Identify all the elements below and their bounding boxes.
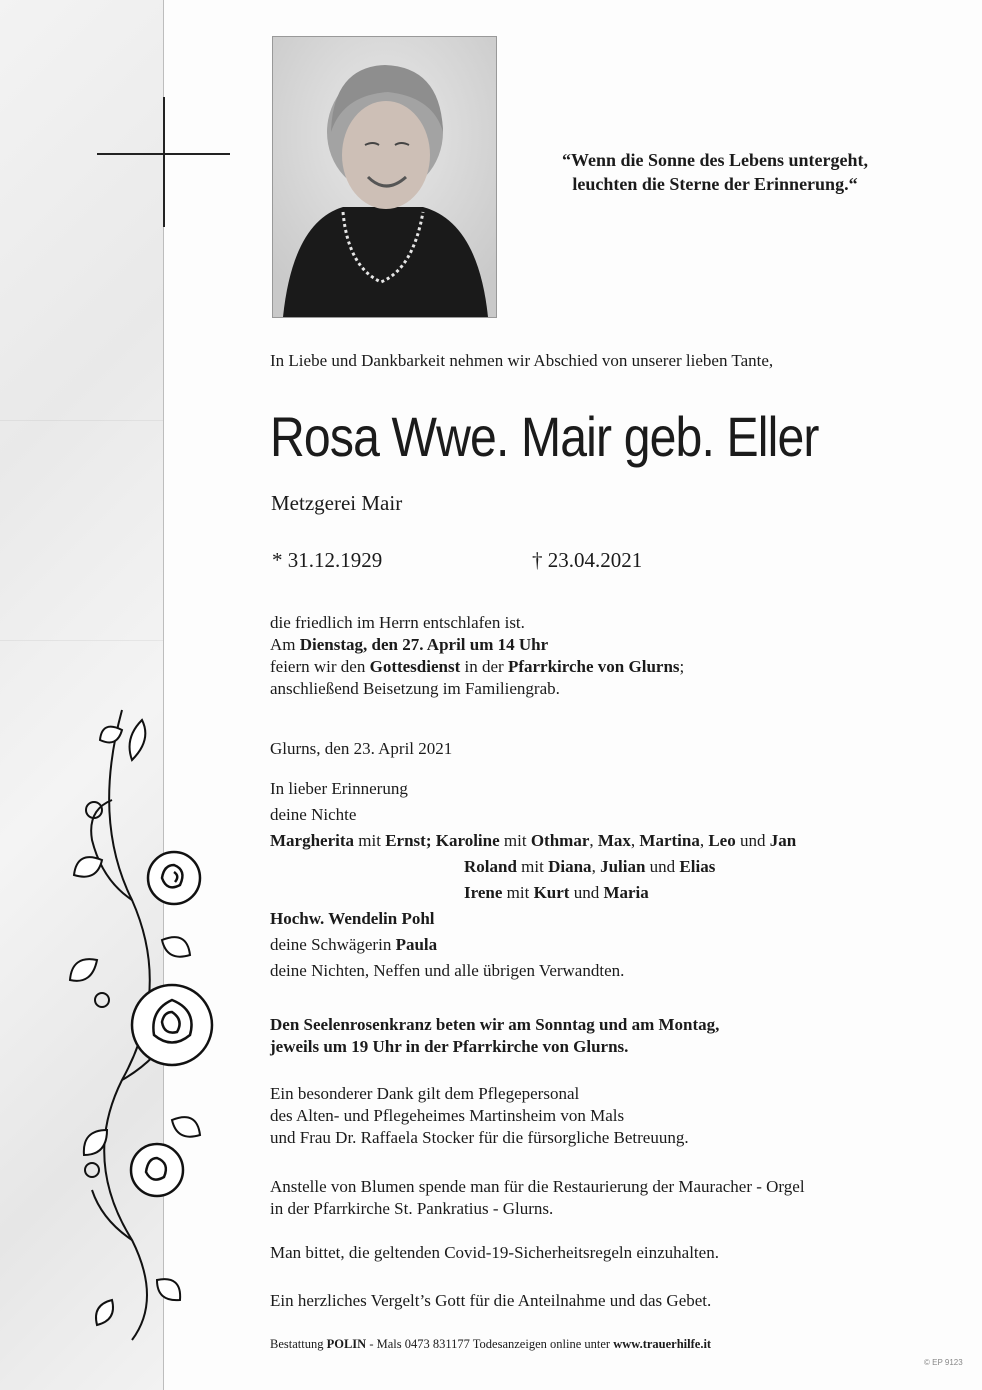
- covid-text: Man bittet, die geltenden Covid-19-Sicherheitsregeln einzuhalten.: [270, 1243, 719, 1262]
- footer-text: Bestattung POLIN - Mals 0473 831177 Todesanzeigen online unter www.trauerhilfe.it: [270, 1337, 712, 1351]
- portrait-photo: [272, 36, 497, 318]
- mourner-name: Margherita: [270, 831, 355, 850]
- service-line: anschließend Beisetzung im Familiengrab.: [270, 679, 560, 698]
- mourner-name: Elias: [679, 857, 716, 876]
- mourners-block: [270, 776, 796, 984]
- mourner-name: Maria: [603, 883, 649, 902]
- service-line: feiern wir den Gottesdienst in der Pfarrkirche von Glurns;: [270, 657, 685, 676]
- donation-text: [270, 1176, 805, 1220]
- thanks-line: und Frau Dr. Raffaela Stocker für die fürsorgliche Betreuung.: [270, 1128, 689, 1147]
- donation-line: Anstelle von Blumen spende man für die Restaurierung der Mauracher - Orgel: [270, 1177, 805, 1196]
- deceased-subtitle: Metzgerei Mair: [271, 491, 403, 515]
- mourner-name: Leo: [708, 831, 736, 850]
- mourner-connector: mit: [499, 831, 531, 850]
- cross-icon-stem: [163, 97, 165, 227]
- mourners-line: deine Nichten, Neffen und alle übrigen Verwandten.: [270, 961, 625, 980]
- mourners-row: [270, 880, 796, 906]
- rosary-line: jeweils um 19 Uhr in der Pfarrkirche von Glurns.: [270, 1037, 629, 1056]
- quote-line: “Wenn die Sonne des Lebens untergeht,: [561, 150, 869, 170]
- mourner-name: Ernst; Karoline: [385, 831, 500, 850]
- mourner-name: Martina: [639, 831, 700, 850]
- place-date: Glurns, den 23. April 2021: [270, 739, 453, 758]
- mourner-name: Othmar: [530, 831, 590, 850]
- birth-date: * 31.12.1929: [272, 548, 383, 572]
- mourner-name: Julian: [600, 857, 646, 876]
- mourner-name: Diana: [548, 857, 592, 876]
- mourner-connector: ,: [699, 831, 709, 850]
- service-text: [270, 612, 684, 700]
- deceased-name: Rosa Wwe. Mair geb. Eller: [270, 405, 819, 468]
- thanks-text: [270, 1083, 689, 1149]
- gratitude-text: Ein herzliches Vergelt’s Gott für die Anteilnahme und das Gebet.: [270, 1291, 712, 1310]
- rosary-text: [270, 1014, 719, 1058]
- mourner-name: Max: [597, 831, 631, 850]
- rosary-line: Den Seelenrosenkranz beten wir am Sonntag und am Montag,: [270, 1015, 720, 1034]
- mourner-connector: und: [735, 831, 770, 850]
- memorial-quote: [510, 148, 920, 196]
- death-date: † 23.04.2021: [532, 548, 643, 572]
- priest-name: Hochw. Wendelin Pohl: [270, 909, 435, 928]
- print-code: © EP 9123: [924, 1358, 963, 1367]
- mourners-line: deine Schwägerin Paula: [270, 935, 438, 954]
- mourners-line: In lieber Erinnerung: [270, 779, 408, 798]
- rose-vine-icon: [62, 700, 222, 1350]
- mourner-connector: mit: [502, 883, 534, 902]
- mourner-name: Jan: [769, 831, 797, 850]
- service-line: die friedlich im Herrn entschlafen ist.: [270, 613, 525, 632]
- service-line: Am Dienstag, den 27. April um 14 Uhr: [270, 635, 549, 654]
- donation-line: in der Pfarrkirche St. Pankratius - Glurns.: [270, 1199, 554, 1218]
- mourners-row: [270, 854, 796, 880]
- mourner-connector: und: [645, 857, 680, 876]
- mourner-connector: mit: [516, 857, 549, 876]
- mourner-connector: mit: [354, 831, 386, 850]
- mourner-connector: ,: [589, 831, 598, 850]
- thanks-line: des Alten- und Pflegeheimes Martinsheim von Mals: [270, 1106, 625, 1125]
- mourner-name: Roland: [464, 857, 517, 876]
- intro-text: In Liebe und Dankbarkeit nehmen wir Abschied von unserer lieben Tante,: [270, 351, 774, 370]
- mourner-connector: ,: [591, 857, 601, 876]
- mourner-name: Irene: [464, 883, 503, 902]
- thanks-line: Ein besonderer Dank gilt dem Pflegepersonal: [270, 1084, 580, 1103]
- mourner-connector: ,: [630, 831, 640, 850]
- mourners-row: [270, 828, 796, 854]
- mourner-name: Kurt: [533, 883, 570, 902]
- mourner-connector: und: [569, 883, 604, 902]
- quote-line: leuchten die Sterne der Erinnerung.“: [572, 174, 858, 194]
- mourners-line: deine Nichte: [270, 805, 357, 824]
